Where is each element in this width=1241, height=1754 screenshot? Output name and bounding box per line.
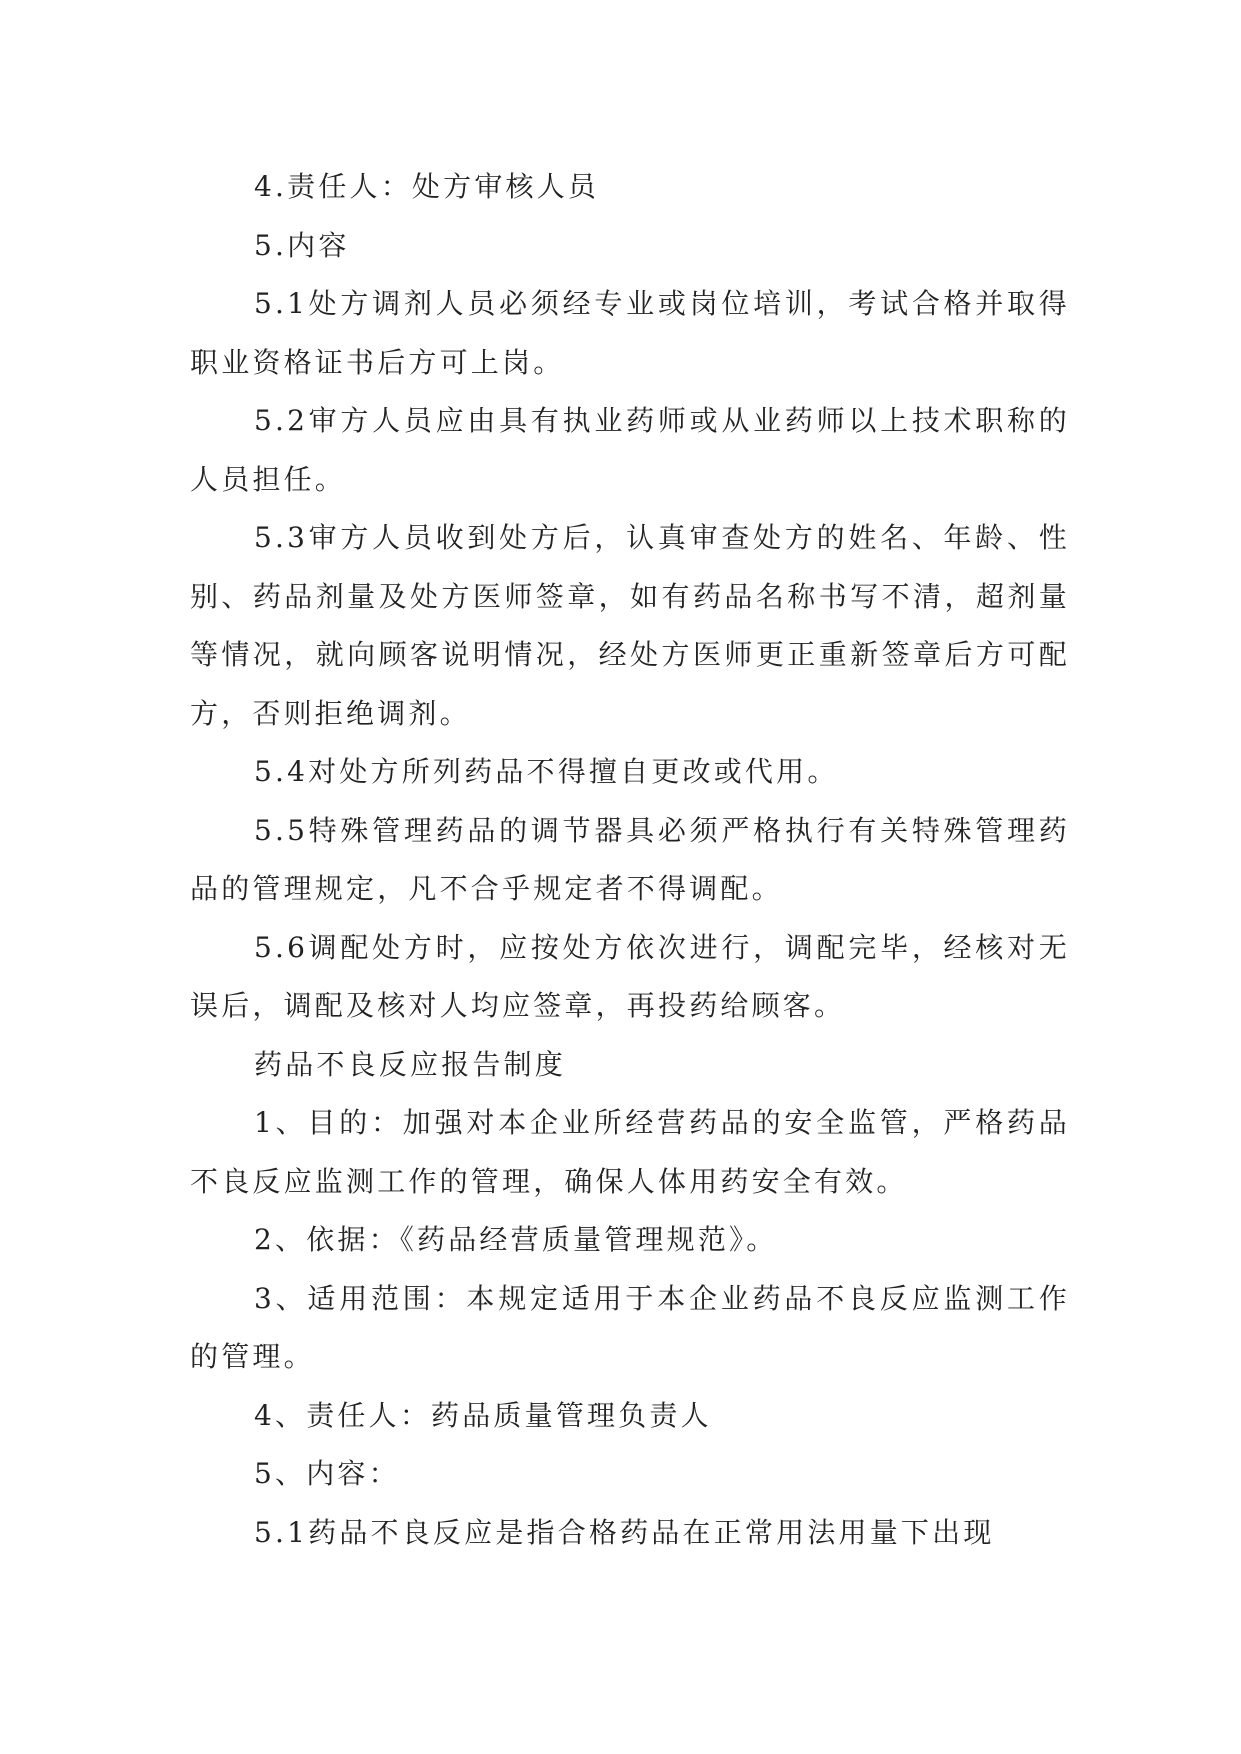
- paragraph-5-5: 5.5特殊管理药品的调节器具必须严格执行有关特殊管理药品的管理规定，凡不合乎规定者不得调配。: [190, 813, 1070, 905]
- paragraph-content-heading-2: 5、内容：: [254, 1457, 400, 1490]
- paragraph-scope: 3、适用范围：本规定适用于本企业药品不良反应监测工作的管理。: [190, 1281, 1070, 1373]
- paragraph-5-6: 5.6调配处方时，应按处方依次进行，调配完毕，经核对无误后，调配及核对人均应签章，再投药给顾客。: [190, 930, 1070, 1022]
- paragraph-content-heading: 5.内容: [254, 228, 350, 262]
- paragraph-basis: 2、依据：《药品经营质量管理规范》。: [254, 1223, 778, 1256]
- paragraph-5-4: 5.4对处方所列药品不得擅自更改或代用。: [254, 755, 839, 788]
- paragraph-5-3: 5.3审方人员收到处方后，认真审查处方的姓名、年龄、性别、药品剂量及处方医师签章，如有药品名称书写不清，超剂量等情况，就向顾客说明情况，经处方医师更正重新签章后方可配方，否则拒绝调剂。: [190, 521, 1070, 730]
- document-body: [190, 158, 1070, 1562]
- paragraph-responsible-person: 4.责任人：处方审核人员: [254, 170, 600, 203]
- section-title-adr-report: 药品不良反应报告制度: [254, 1047, 567, 1081]
- paragraph-purpose: 1、目的：加强对本企业所经营药品的安全监管，严格药品不良反应监测工作的管理，确保人体用药安全有效。: [190, 1106, 1070, 1198]
- paragraph-5-1: 5.1处方调剂人员必须经专业或岗位培训，考试合格并取得职业资格证书后方可上岗。: [190, 287, 1070, 379]
- paragraph-adr-5-1: 5.1药品不良反应是指合格药品在正常用法用量下出现: [254, 1515, 995, 1549]
- paragraph-5-2: 5.2审方人员应由具有执业药师或从业药师以上技术职称的人员担任。: [190, 404, 1070, 496]
- paragraph-responsible-person-2: 4、责任人：药品质量管理负责人: [254, 1398, 712, 1432]
